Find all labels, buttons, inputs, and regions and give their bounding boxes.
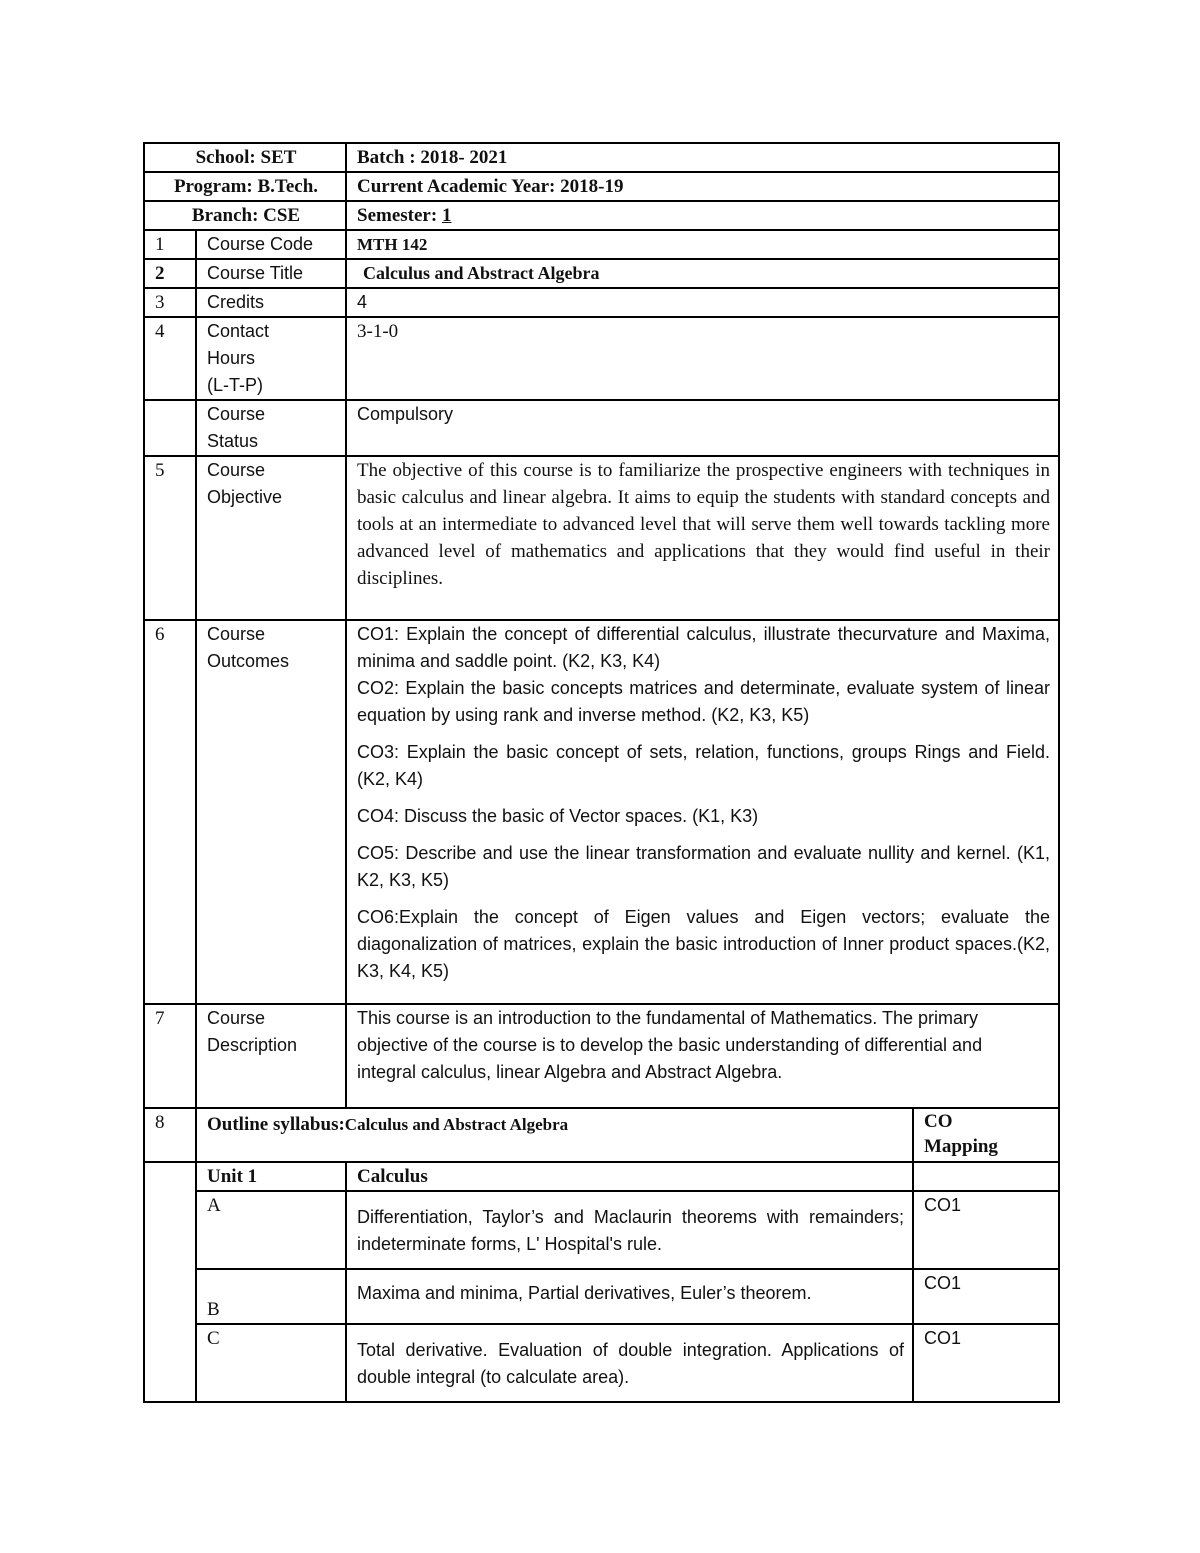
row-label [196,400,346,456]
semester-cell [346,201,1059,230]
unit-label: Unit 1 [196,1162,346,1191]
row-course-objective [144,456,1059,620]
label-line: Description [207,1035,298,1055]
semester-label: Semester: [357,205,442,226]
unit-co-empty [913,1162,1059,1191]
row-number [144,400,196,456]
topic-id: B [196,1269,346,1324]
academic-year-cell: Current Academic Year: 2018-19 [346,172,1059,201]
row-syllabus-header [144,1108,1059,1162]
empty-number-cell [144,1162,196,1402]
label-line: Course [207,1008,266,1028]
topic-text: Maxima and minima, Partial derivatives, Euler’s theorem. [346,1269,913,1324]
course-table [143,142,1060,1403]
header-row-school [144,143,1059,172]
program-cell: Program: B.Tech. [144,172,346,201]
outcome-item: CO3: Explain the basic concept of sets, relation, functions, groups Rings and Field. (K2, K4) [357,742,1050,789]
label-line: Outcomes [207,651,290,671]
row-number: 6 [144,620,196,1004]
row-number: 8 [144,1108,196,1162]
label-line: Status [207,431,259,451]
contact-hours-value: 3-1-0 [346,317,1059,400]
outcome-item: CO2: Explain the basic concepts matrices and determinate, evaluate system of linear equation by using rank and inverse method. (K2, K3, K5) [357,678,1050,725]
batch-cell: Batch : 2018- 2021 [346,143,1059,172]
outcome-item: CO5: Describe and use the linear transformation and evaluate nullity and kernel. (K1, K2, K3, K5) [357,843,1050,890]
row-label: Course Title [196,259,346,288]
topic-id: C [196,1324,346,1402]
topic-text: Total derivative. Evaluation of double integration. Applications of double integral (to calculate area). [346,1324,913,1402]
unit-title: Calculus [346,1162,913,1191]
row-number: 4 [144,317,196,400]
row-number: 7 [144,1004,196,1108]
row-course-title [144,259,1059,288]
outcome-item: CO6:Explain the concept of Eigen values and Eigen vectors; evaluate the diagonalization of matrices, explain the basic introduction of Inner product spaces.(K2, K3, K4, K5) [357,907,1050,981]
course-outcomes-list [346,620,1059,1004]
course-objective-value: The objective of this course is to familiarize the prospective engineers with techniques in basic calculus and linear algebra. It aims to equip the students with standard concepts and tools at an intermediate to advanced level that will serve them well towards tackling more advanced level of mathematics and applications that they would find useful in their disciplines. [346,456,1059,620]
label-line: Course [207,624,266,644]
topic-co: CO1 [913,1269,1059,1324]
row-course-code [144,230,1059,259]
row-course-status [144,400,1059,456]
label-line: Course [207,404,266,424]
label-line: Hours [207,348,256,368]
row-unit-header [144,1162,1059,1191]
row-label: Credits [196,288,346,317]
label-line: Contact [207,321,270,341]
course-code-value: MTH 142 [346,230,1059,259]
school-cell: School: SET [144,143,346,172]
row-label: Course Code [196,230,346,259]
topic-id: A [196,1191,346,1269]
row-label [196,620,346,1004]
row-number: 1 [144,230,196,259]
row-number: 2 [144,259,196,288]
branch-cell: Branch: CSE [144,201,346,230]
header-row-program [144,172,1059,201]
outline-syllabus-title [196,1108,913,1162]
row-contact-hours [144,317,1059,400]
outline-prefix: Outline syllabus: [207,1114,345,1135]
course-title-value: Calculus and Abstract Algebra [346,259,1059,288]
label-line: (L-T-P) [207,375,263,395]
co-mapping-header [913,1108,1059,1162]
outcome-item: CO4: Discuss the basic of Vector spaces. (K1, K3) [357,806,759,826]
row-course-description [144,1004,1059,1108]
row-topic-b [144,1269,1059,1324]
co-mapping-line: Mapping [924,1136,998,1157]
topic-text: Differentiation, Taylor’s and Maclaurin theorems with remainders; indeterminate forms, L' Hospital's rule. [346,1191,913,1269]
topic-co: CO1 [913,1324,1059,1402]
course-status-value: Compulsory [346,400,1059,456]
row-label [196,456,346,620]
label-line: Course [207,460,266,480]
credits-value: 4 [346,288,1059,317]
label-line: Objective [207,487,283,507]
row-number: 5 [144,456,196,620]
row-topic-a [144,1191,1059,1269]
semester-value: 1 [441,205,452,226]
course-description-value: This course is an introduction to the fundamental of Mathematics. The primary objective of the course is to develop the basic understanding of differential and integral calculus, linear Algebra and Abstract Algebra. [346,1004,1059,1108]
topic-co: CO1 [913,1191,1059,1269]
outline-course-title: Calculus and Abstract Algebra [344,1115,569,1134]
row-number: 3 [144,288,196,317]
row-topic-c [144,1324,1059,1402]
row-label [196,317,346,400]
row-course-outcomes [144,620,1059,1004]
header-row-branch [144,201,1059,230]
co-mapping-line: CO [924,1111,953,1132]
row-label [196,1004,346,1108]
outcome-item: CO1: Explain the concept of differential calculus, illustrate thecurvature and Maxima, minima and saddle point. (K2, K3, K4) [357,624,1050,671]
row-credits [144,288,1059,317]
